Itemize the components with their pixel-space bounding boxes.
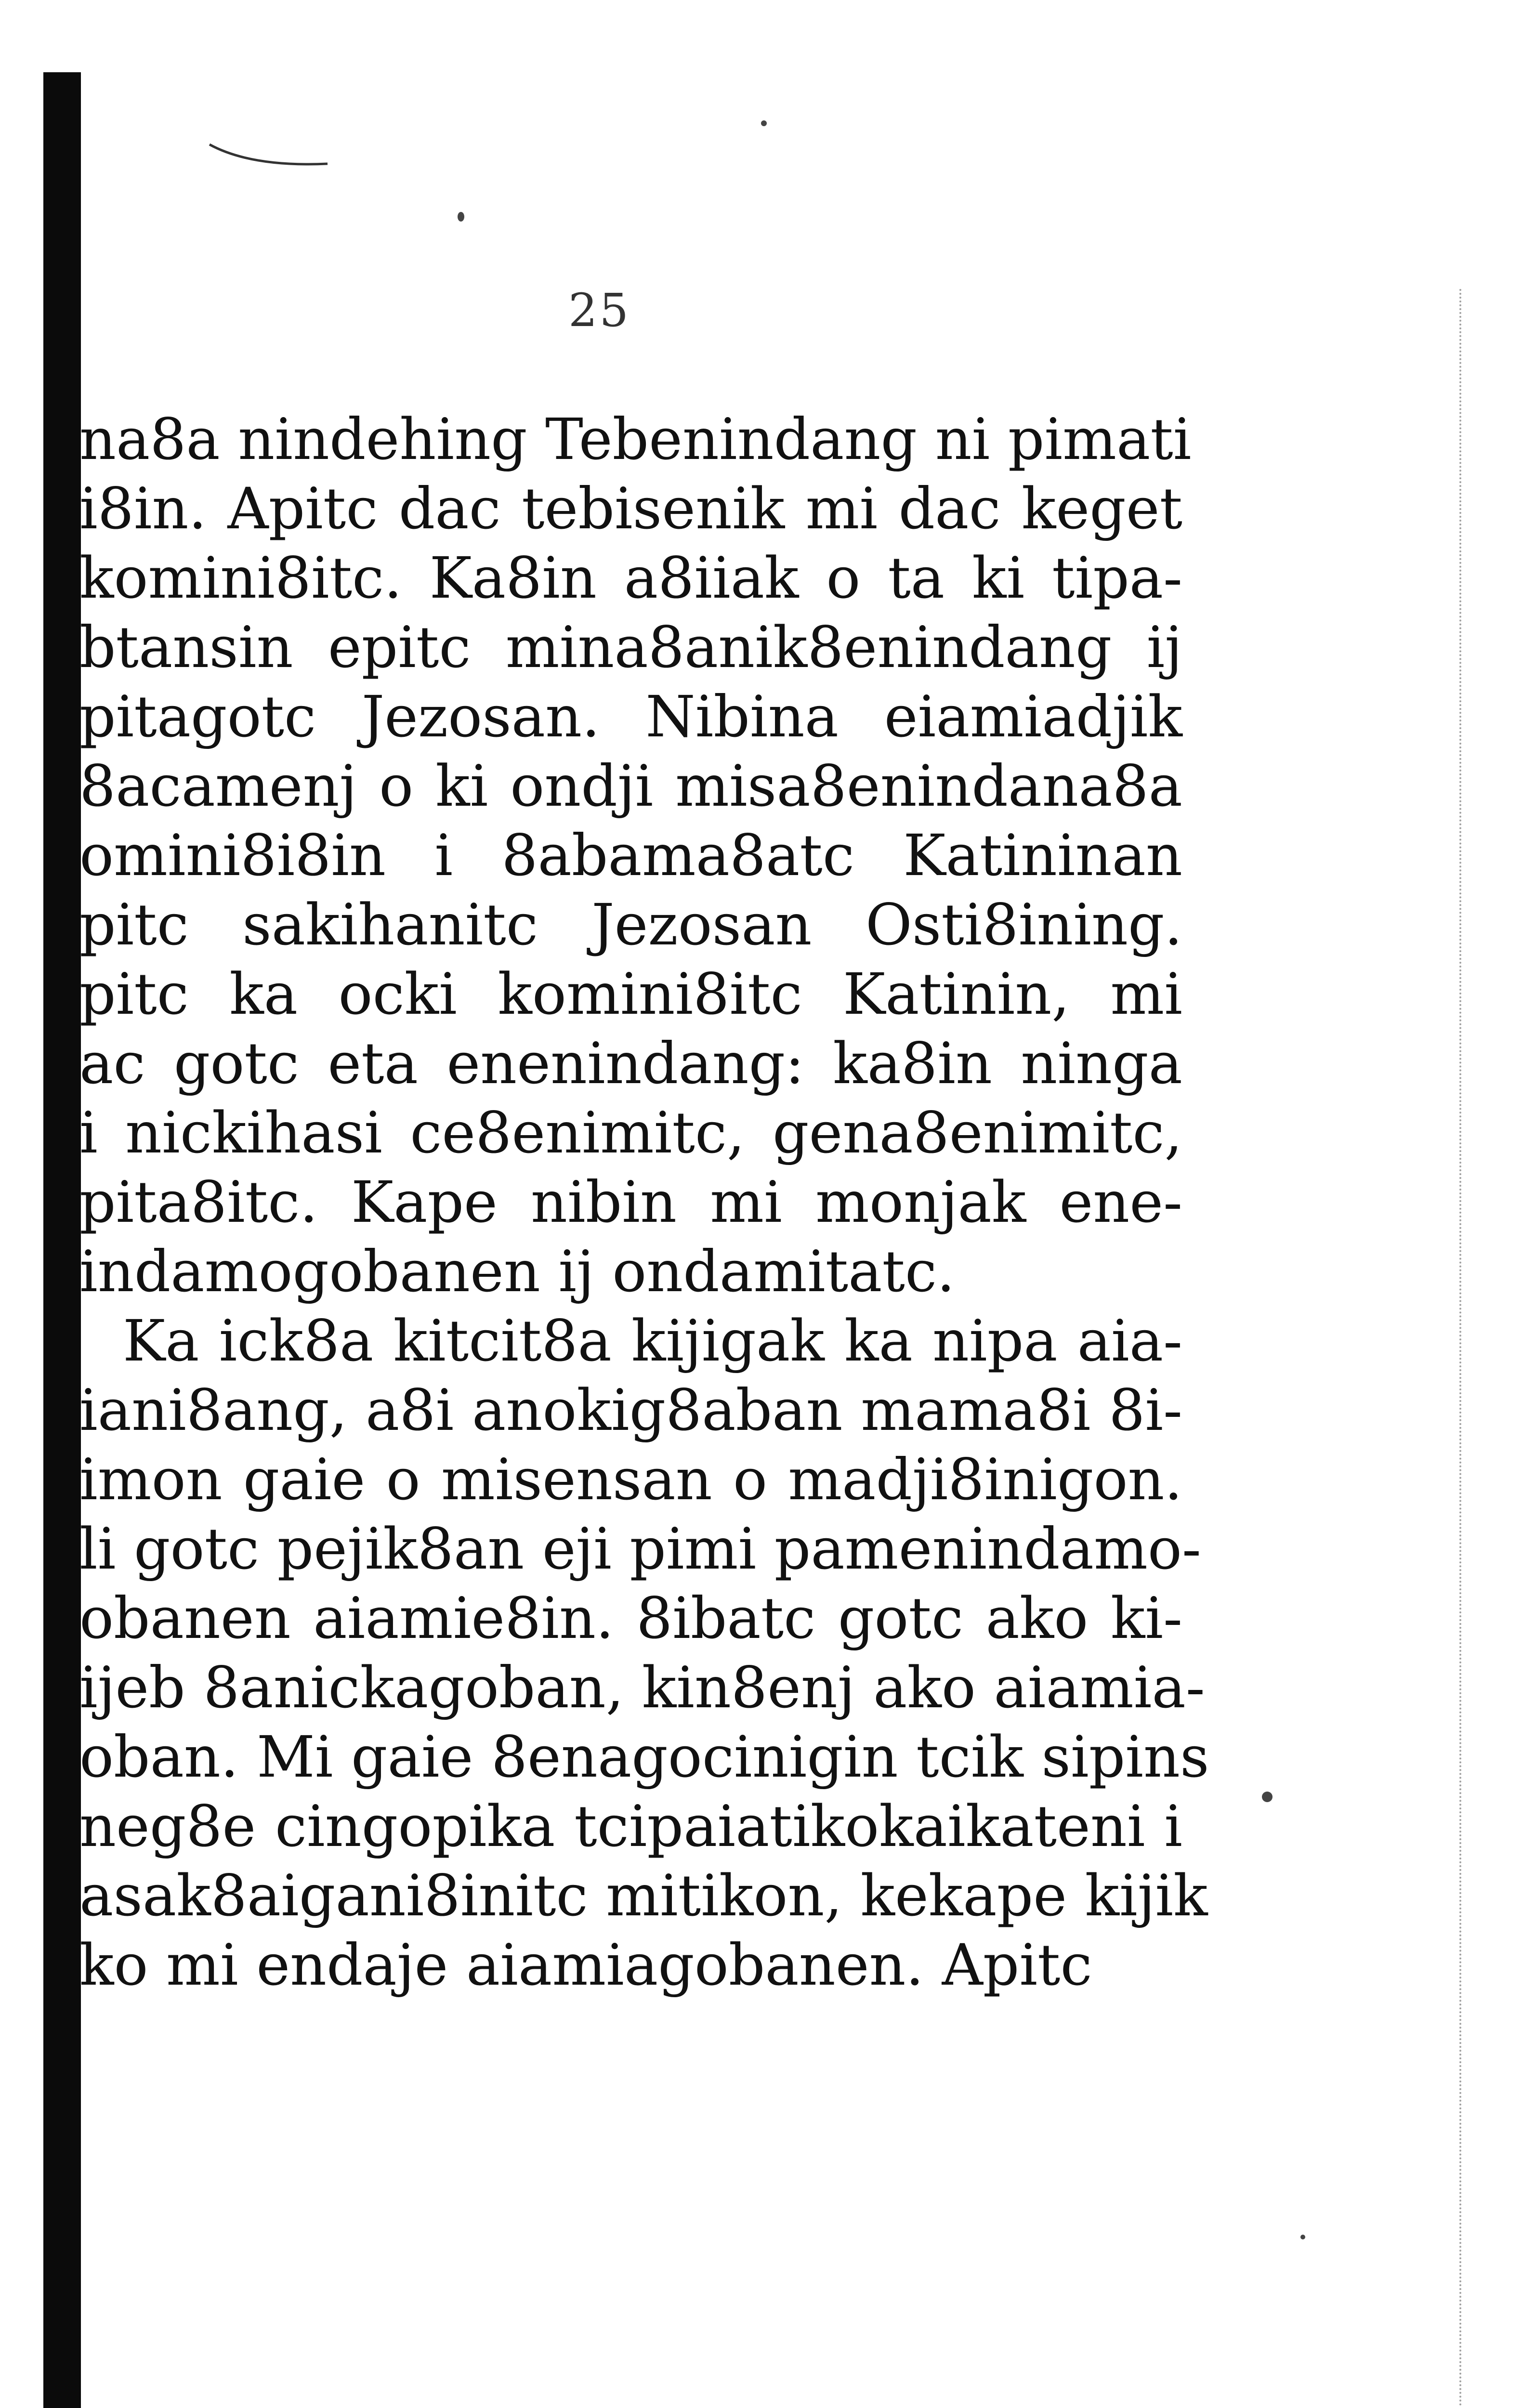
- text-line: obanen aiamie8in. 8ibatc gotc ako ki-: [79, 1585, 1182, 1651]
- page-text: [79, 405, 1209, 2000]
- margin-speckle: [1459, 289, 1481, 2408]
- text-line: neg8e cingopika tcipaiatikokaikateni i: [79, 1793, 1182, 1859]
- text-line: pita8itc. Kape nibin mi monjak ene-: [79, 1169, 1182, 1235]
- page-number: 25: [568, 284, 630, 337]
- text-line: omini8i8in i 8abama8atc Katininan: [79, 822, 1182, 889]
- text-line: imon gaie o misensan o madji8inigon.: [79, 1446, 1182, 1513]
- text-line: pitc sakihanitc Jezosan Osti8ining.: [79, 891, 1182, 958]
- text-line: komini8itc. Ka8in a8iiak o ta ki tipa-: [79, 545, 1182, 611]
- text-line: oban. Mi gaie 8enagocinigin tcik sipins: [79, 1724, 1209, 1790]
- text-line: i8in. Apitc dac tebisenik mi dac keget: [79, 475, 1182, 542]
- text-line: btansin epitc mina8anik8enindang ij: [79, 614, 1182, 681]
- ink-speck: [1262, 1792, 1273, 1802]
- text-line: i nickihasi ce8enimitc, gena8enimitc,: [79, 1099, 1182, 1166]
- binding-edge: [43, 72, 81, 2408]
- text-line: pitc ka ocki komini8itc Katinin, mi: [79, 961, 1182, 1027]
- text-line: ac gotc eta enenindang: ka8in ninga: [79, 1030, 1182, 1097]
- text-line: ko mi endaje aiamiagobanen. Apitc: [79, 1932, 1092, 1998]
- text-line: pitagotc Jezosan. Nibina eiamiadjik: [79, 683, 1182, 750]
- text-line: indamogobanen ij ondamitatc.: [79, 1238, 955, 1305]
- text-line: iani8ang, a8i anokig8aban mama8i 8i-: [79, 1377, 1182, 1443]
- text-line: 8acamenj o ki ondji misa8enindana8a: [79, 753, 1182, 819]
- text-line: asak8aigani8initc mitikon, kekape kijik: [79, 1862, 1208, 1929]
- text-line: na8a nindehing Tebenindang ni pimati: [79, 406, 1192, 472]
- ink-scratch: [207, 140, 332, 169]
- ink-speck: [761, 120, 767, 126]
- ink-speck: [458, 212, 464, 222]
- text-line: li gotc pejik8an eji pimi pamenindamo-: [79, 1516, 1201, 1582]
- text-line: Ka ick8a kitcit8a kijigak ka nipa aia-: [123, 1308, 1182, 1374]
- text-line: ijeb 8anickagoban, kin8enj ako aiamia-: [79, 1654, 1205, 1721]
- ink-speck: [1300, 2235, 1305, 2239]
